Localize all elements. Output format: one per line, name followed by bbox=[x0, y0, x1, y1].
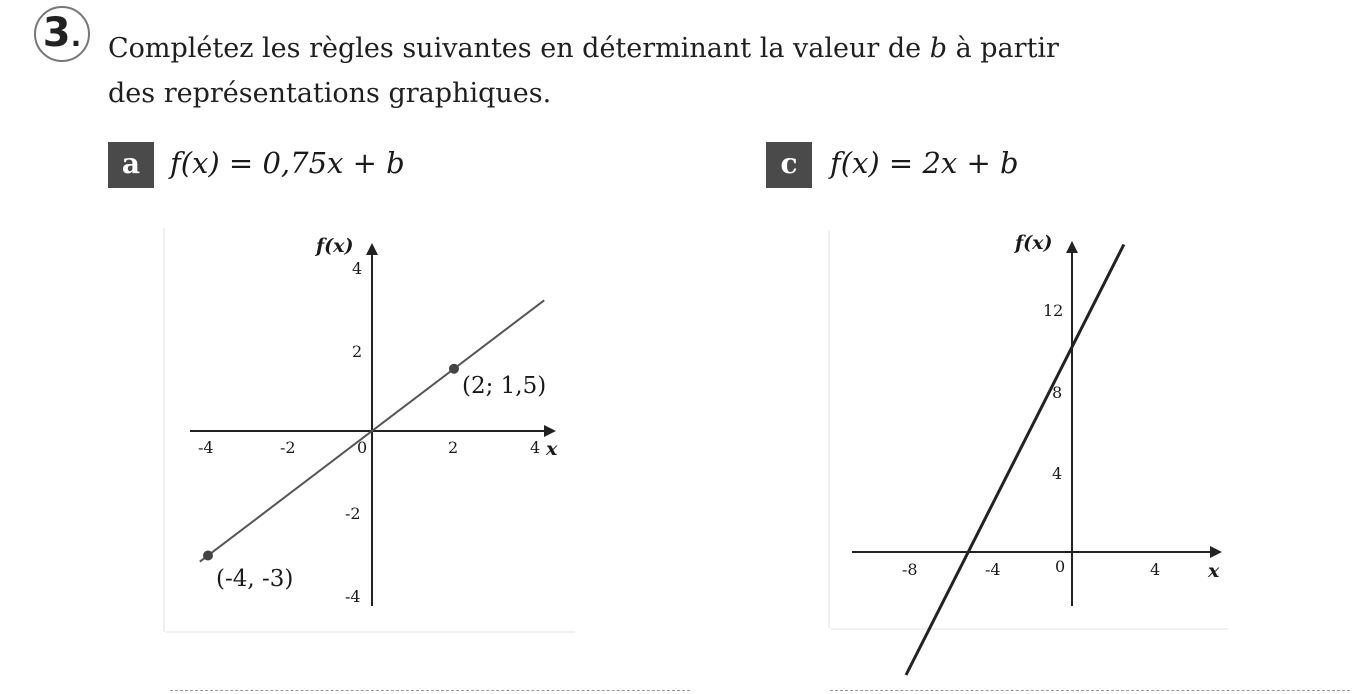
graph-a-point-1-label: (2; 1,5) bbox=[462, 373, 547, 399]
graph-c-ytick: 8 bbox=[1052, 383, 1063, 402]
graph-a-xtick: 0 bbox=[357, 438, 368, 457]
part-c-formula: f(x) = 2x + b bbox=[830, 146, 1019, 180]
graph-c-xtick: 0 bbox=[1055, 557, 1066, 576]
part-a-formula: f(x) = 0,75x + b bbox=[170, 146, 405, 180]
graph-c-xtick: -8 bbox=[902, 560, 918, 579]
exercise-number-dot: . bbox=[70, 20, 82, 53]
graph-a-x-label: x bbox=[546, 438, 558, 460]
instruction-part-2: à partir des représentations graphiques. bbox=[108, 33, 1059, 109]
exercise-number: 3 bbox=[42, 10, 71, 56]
graph-c-x-label: x bbox=[1208, 560, 1220, 582]
graph-a-xtick: -4 bbox=[198, 438, 214, 457]
graph-a-xtick: -2 bbox=[280, 438, 296, 457]
graph-a-xtick: 2 bbox=[448, 438, 459, 457]
graph-c-ytick: 12 bbox=[1043, 301, 1064, 320]
graph-a-ytick: 2 bbox=[352, 342, 363, 361]
graph-a-ytick: -2 bbox=[345, 504, 361, 523]
graph-c-y-arrow bbox=[1066, 241, 1078, 253]
answer-line-a bbox=[170, 690, 690, 691]
instruction-part-1: Complétez les règles suivantes en déterminant la valeur de bbox=[108, 33, 930, 64]
graph-a-xtick: 4 bbox=[530, 438, 541, 457]
part-a-label: a bbox=[108, 142, 154, 188]
graph-a-ytick: -4 bbox=[345, 587, 361, 606]
instruction-variable: b bbox=[929, 33, 948, 64]
part-c-label: c bbox=[766, 142, 812, 188]
graph-a-ytick: 4 bbox=[352, 259, 363, 278]
graph-c-function-line bbox=[906, 245, 1124, 676]
graph-c-y-label: f(x) bbox=[1015, 232, 1053, 254]
graph-c-xtick: 4 bbox=[1150, 560, 1161, 579]
graph-c-ytick: 4 bbox=[1052, 464, 1063, 483]
graph-c-xtick: -4 bbox=[985, 560, 1001, 579]
graph-a-point-2-label: (-4, -3) bbox=[216, 566, 294, 592]
graph-c-x-arrow bbox=[1210, 546, 1222, 558]
graph-a-y-label: f(x) bbox=[316, 235, 354, 257]
answer-line-c bbox=[830, 690, 1350, 691]
